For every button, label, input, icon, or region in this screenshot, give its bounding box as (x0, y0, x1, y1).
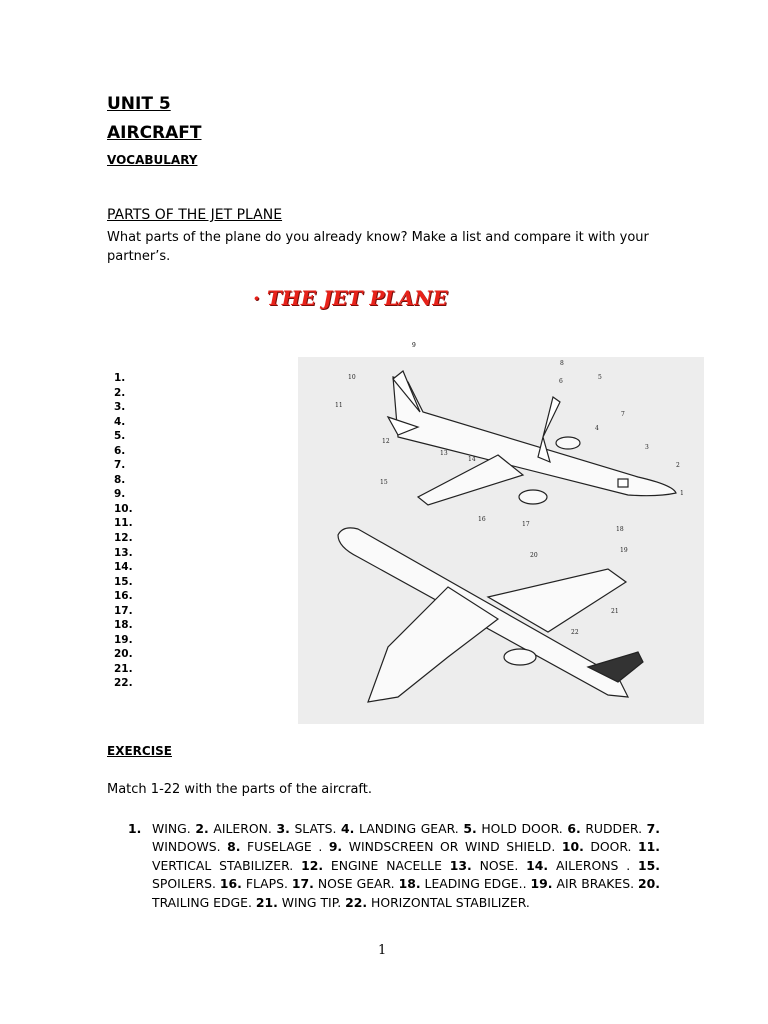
answer-item-number: 5. (463, 821, 477, 836)
number-list-item: 22. (114, 677, 133, 690)
callout-20: 20 (530, 552, 538, 559)
answer-item-number: 10. (561, 839, 584, 855)
intro-text: What parts of the plane do you already know? Make a list and compare it with your partner’s. (107, 230, 649, 264)
answer-item-number: 14. (526, 857, 549, 873)
callout-10: 10 (348, 374, 356, 381)
answer-item-text: DOOR. (583, 839, 639, 855)
answer-item-number: 16. (219, 876, 242, 892)
answer-item-number: 4. (341, 821, 355, 836)
answer-item-text: HORIZONTAL STABILIZER. (367, 894, 530, 910)
answer-item-text: NOSE GEAR. (313, 876, 399, 892)
callout-3: 3 (645, 444, 649, 451)
number-list-item: 2. (114, 386, 126, 399)
callout-2: 2 (676, 462, 680, 469)
exercise-instruction: Match 1-22 with the parts of the aircraft. (107, 782, 372, 797)
parts-heading: PARTS OF THE JET PLANE (107, 207, 283, 223)
number-list-item: 3. (114, 401, 126, 414)
topic-heading: AIRCRAFT (107, 123, 202, 143)
answer-item-number: 3. (276, 821, 290, 836)
answer-item-number: 12. (301, 857, 324, 873)
number-list-item: 5. (114, 430, 126, 443)
unit-heading: UNIT 5 (107, 94, 171, 114)
answer-item-number: 17. (291, 876, 314, 892)
figure-title: · THE JET PLANE (253, 286, 448, 310)
number-list-item: 11. (114, 517, 133, 530)
answer-item-text: RUDDER. (580, 821, 647, 836)
number-list-item: 1. (114, 372, 126, 384)
answer-item-text: HOLD DOOR. (476, 821, 568, 836)
answer-item-text: AILERON. (208, 821, 277, 836)
answer-item-text: FLAPS. (241, 876, 292, 892)
answer-item-text: SLATS. (289, 821, 342, 836)
number-list-item: 13. (114, 546, 133, 559)
number-list-item: 8. (114, 473, 126, 486)
callout-19: 19 (620, 547, 628, 554)
callout-17: 17 (522, 521, 530, 528)
callout-8: 8 (560, 360, 564, 367)
callout-14: 14 (468, 456, 476, 463)
callout-11: 11 (335, 402, 343, 409)
answer-item-text: ENGINE NACELLE (323, 857, 450, 873)
answer-item-number: 20. (638, 876, 660, 892)
number-list-item: 17. (114, 604, 133, 617)
number-list-item: 18. (114, 619, 133, 632)
number-list (114, 371, 133, 691)
page-number: 1 (378, 943, 387, 958)
callout-13: 13 (440, 450, 448, 457)
answer-item-text: SPOILERS. (152, 876, 220, 892)
answer-item-text: WING TIP. (277, 894, 346, 910)
callout-6: 6 (559, 378, 563, 385)
answer-item-number: 9. (328, 839, 343, 855)
answer-item-text: AIR BRAKES. (552, 876, 639, 892)
callout-21: 21 (611, 608, 619, 615)
answer-item-number: 6. (567, 821, 581, 836)
answer-item-text: LEADING EDGE.. (420, 876, 531, 892)
answer-item-text: AILERONS . (548, 857, 639, 873)
answer-item-number: 15. (638, 857, 660, 873)
answer-item-number: 8. (227, 839, 241, 855)
number-list-item: 19. (114, 633, 133, 646)
exercise-heading: EXERCISE (107, 744, 172, 758)
callout-7: 7 (621, 411, 625, 418)
answer-item-text: WINDSCREEN OR WIND SHIELD. (342, 839, 562, 855)
number-list-item: 21. (114, 662, 133, 675)
answer-item-text: VERTICAL STABILIZER. (152, 857, 302, 873)
section-heading: VOCABULARY (107, 153, 198, 167)
callout-9: 9 (412, 342, 416, 349)
answer-item-number: 7. (646, 821, 661, 836)
answer-item-number: 22. (345, 894, 368, 910)
callout-4: 4 (595, 425, 599, 432)
answer-item-number: 13. (449, 857, 472, 873)
number-list-item: 6. (114, 444, 126, 457)
answer-item-number: 2. (195, 821, 209, 836)
callout-16: 16 (478, 516, 486, 523)
callout-5: 5 (598, 374, 602, 381)
number-list-item: 7. (114, 459, 126, 472)
callout-22: 22 (571, 629, 579, 636)
callout-12: 12 (382, 438, 390, 445)
number-list-item: 15. (114, 575, 133, 588)
answer-list-number: 1. (128, 821, 142, 836)
callout-15: 15 (380, 479, 388, 486)
callout-1: 1 (680, 490, 684, 497)
number-list-item: 10. (114, 502, 133, 515)
number-list-item: 9. (114, 488, 126, 501)
number-list-item: 16. (114, 590, 133, 603)
jet-plane-diagram (298, 357, 704, 724)
callout-18: 18 (616, 526, 624, 533)
answer-list (130, 820, 660, 912)
answer-item-number: 18. (398, 876, 421, 892)
number-list-item: 20. (114, 648, 133, 661)
answer-item-text: FUSELAGE . (240, 839, 329, 855)
answer-item-text: LANDING GEAR. (354, 821, 464, 836)
answer-items (152, 820, 660, 912)
answer-item-text: TRAILING EDGE. (152, 894, 256, 910)
number-list-item: 12. (114, 532, 133, 545)
answer-item-text: NOSE. (471, 857, 527, 873)
number-list-item: 4. (114, 415, 126, 428)
number-list-item: 14. (114, 561, 133, 574)
answer-item-text: WINDOWS. (152, 839, 228, 855)
answer-item-number: 11. (638, 839, 660, 855)
answer-item-text: WING. (152, 821, 196, 836)
answer-item-number: 19. (530, 876, 553, 892)
answer-item-number: 21. (255, 894, 278, 910)
